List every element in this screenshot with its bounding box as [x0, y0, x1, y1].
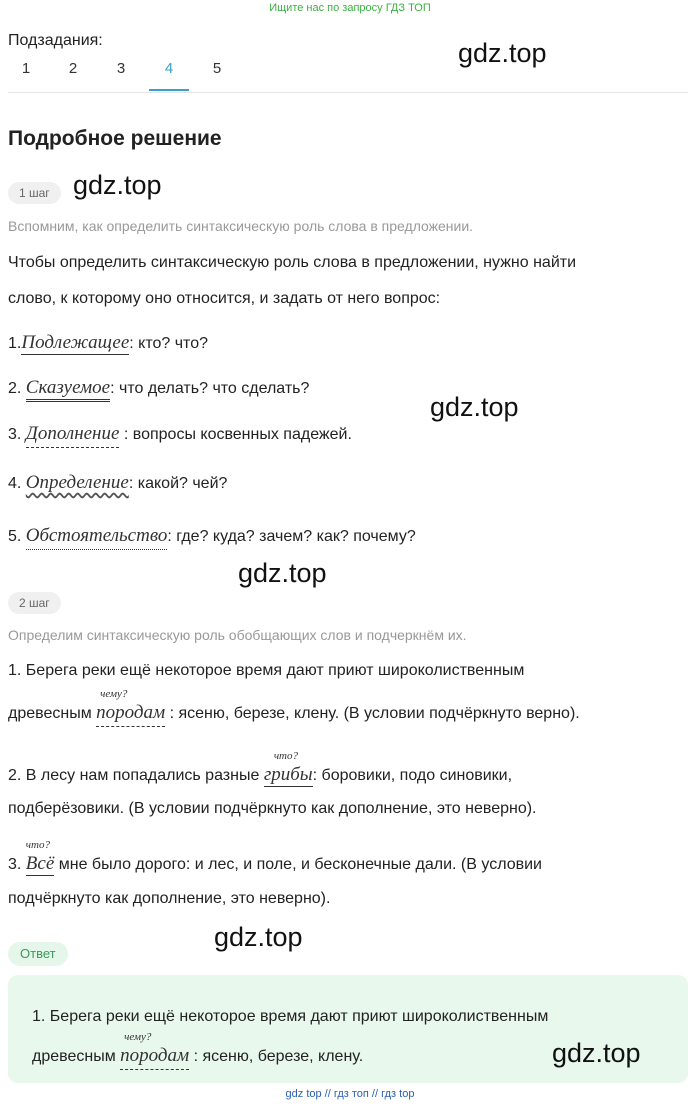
text: 3. — [8, 856, 26, 873]
watermark: gdz.top — [73, 170, 162, 200]
term-predicate: Сказуемое — [26, 377, 110, 402]
rule-questions: : вопросы косвенных падежей. — [119, 426, 352, 443]
step-1-intro-line-1: Чтобы определить синтаксическую роль слова в предложении, нужно найти — [8, 254, 577, 271]
answer-badge: Ответ — [8, 942, 68, 966]
term-adverbial: Обстоятельство — [26, 525, 168, 550]
text: 2. В лесу нам попадались разные — [8, 767, 264, 784]
sentence-1-line-1: 1. Берега реки ещё некоторое время дают приют широколиственным — [8, 662, 525, 679]
generalizing-word — [120, 1031, 190, 1070]
term-object: Дополнение — [26, 423, 120, 448]
text: древесным — [32, 1048, 116, 1065]
tabs-divider — [8, 92, 688, 93]
generalizing-word — [25, 839, 55, 876]
rule-number: 4. — [8, 475, 22, 492]
step-1-intro-line-2: слово, к которому оно относится, и задать от него вопрос: — [8, 290, 441, 307]
rule-object — [8, 423, 352, 448]
tab-5[interactable]: 5 — [212, 60, 222, 77]
tab-2[interactable]: 2 — [68, 60, 78, 77]
rule-number: 5. — [8, 528, 22, 545]
sentence-2-line-1 — [8, 750, 513, 787]
word: породам — [120, 1045, 190, 1066]
word: Всё — [25, 853, 55, 874]
sentence-3-line-1 — [8, 839, 542, 876]
watermark: gdz.top — [552, 1038, 641, 1068]
question-mark-label: что? — [273, 750, 299, 762]
step-1-badge: 1 шаг — [8, 182, 61, 204]
watermark: gdz.top — [430, 392, 519, 422]
tab-1[interactable]: 1 — [21, 60, 31, 77]
rule-number: 1. — [8, 335, 22, 352]
text: мне было дорого: и лес, и поле, и бесконечные дали. (В условии — [54, 856, 542, 873]
watermark: gdz.top — [458, 38, 547, 68]
step-2-badge: 2 шаг — [8, 592, 61, 614]
tab-3[interactable]: 3 — [116, 60, 126, 77]
step-1-hint: Вспомним, как определить синтаксическую роль слова в предложении. — [8, 218, 474, 234]
rule-questions: : где? куда? зачем? как? почему? — [167, 528, 416, 545]
sentence-3-line-2: подчёркнуто как дополнение, это неверно). — [8, 890, 331, 907]
question-mark-label: чему? — [124, 1031, 152, 1043]
watermark: gdz.top — [214, 922, 303, 952]
tab-4[interactable]: 4 — [164, 60, 174, 77]
text: : ясеню, березе, клену. — [189, 1048, 364, 1065]
rule-predicate — [8, 377, 309, 402]
question-mark-label: чему? — [100, 688, 128, 700]
text: : боровики, подо синовики, — [312, 767, 513, 784]
answer-line-1: 1. Берега реки ещё некоторое время дают приют широколиственным — [32, 1008, 549, 1025]
rule-number: 3. — [8, 426, 22, 443]
rule-adverbial — [8, 525, 416, 550]
watermark: gdz.top — [238, 558, 327, 588]
text: : ясеню, березе, клену. (В условии подчёркнуто верно). — [165, 705, 580, 722]
footer-links[interactable]: gdz top // гдз топ // гдз top — [285, 1088, 415, 1100]
question-mark-label: что? — [25, 839, 50, 851]
rule-subject — [8, 332, 208, 355]
rule-questions: : какой? чей? — [128, 475, 228, 492]
rule-questions: : что делать? что сделать? — [110, 380, 310, 397]
text: древесным — [8, 705, 92, 722]
solution-title: Подробное решение — [8, 127, 222, 150]
sentence-2-line-2: подберёзовики. (В условии подчёркнуто как дополнение, это неверно). — [8, 800, 537, 817]
active-tab-indicator — [149, 89, 189, 91]
word: породам — [96, 702, 166, 723]
word: грибы — [263, 764, 313, 785]
answer-line-2 — [32, 1031, 364, 1070]
generalizing-word — [96, 688, 166, 727]
sentence-1-line-2 — [8, 688, 580, 727]
subtasks-label: Подзадания: — [8, 32, 103, 49]
rule-number: 2. — [8, 380, 22, 397]
rule-questions: : кто? что? — [129, 335, 208, 352]
term-subject: Подлежащее — [21, 332, 130, 353]
search-hint-banner: Ищите нас по запросу ГДЗ ТОП — [269, 2, 431, 14]
step-2-hint: Определим синтаксическую роль обобщающих слов и подчеркнём их. — [8, 627, 467, 643]
rule-attribute — [8, 472, 227, 494]
generalizing-word — [263, 750, 313, 787]
term-attribute: Определение — [25, 472, 129, 493]
